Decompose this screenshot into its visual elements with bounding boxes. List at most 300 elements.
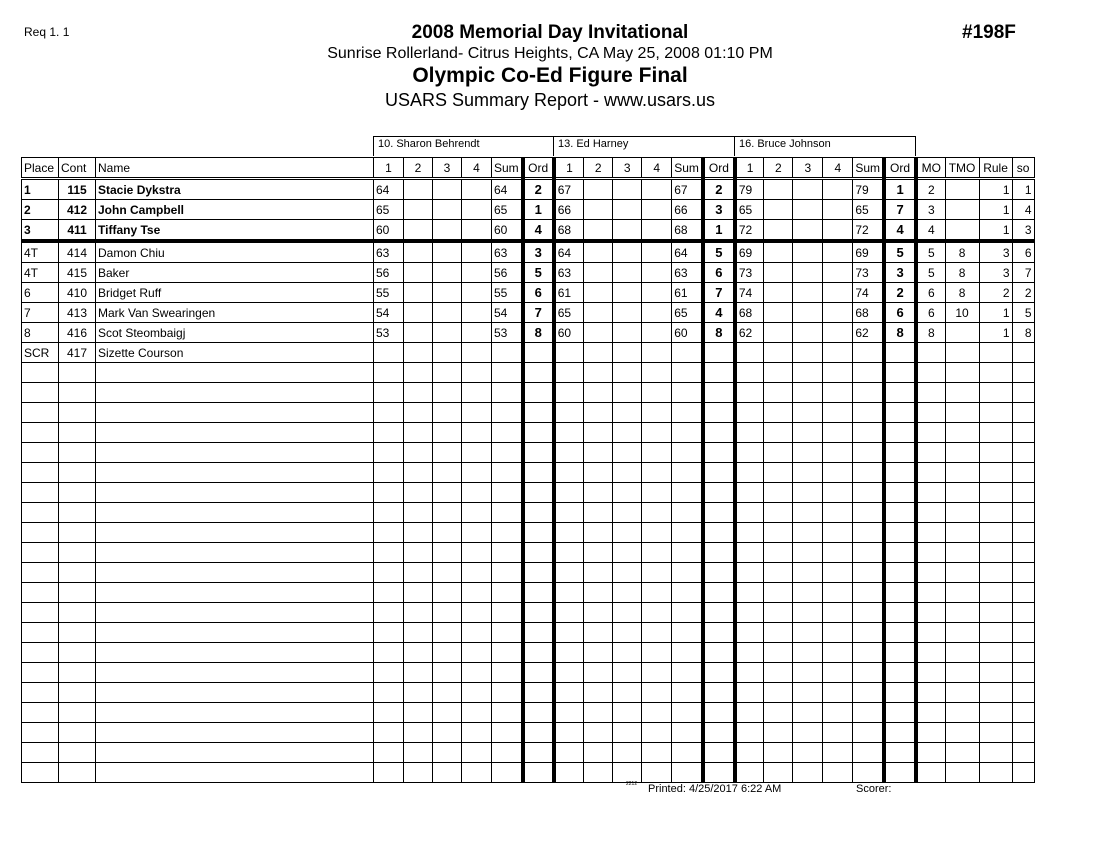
place-cell: 1 xyxy=(22,179,59,200)
judge-2-score-2 xyxy=(584,343,613,363)
empty-cell xyxy=(703,443,735,463)
so-cell: 6 xyxy=(1012,241,1034,263)
empty-cell xyxy=(96,463,374,483)
empty-cell xyxy=(492,503,523,523)
empty-cell xyxy=(703,363,735,383)
empty-cell xyxy=(793,663,823,683)
col-so: so xyxy=(1012,158,1034,179)
empty-cell xyxy=(59,683,96,703)
empty-cell xyxy=(735,683,764,703)
empty-cell xyxy=(979,583,1012,603)
empty-cell xyxy=(642,563,672,583)
empty-cell xyxy=(884,683,916,703)
empty-cell xyxy=(374,483,404,503)
judge-3-ordinal: 3 xyxy=(884,263,916,283)
empty-cell xyxy=(523,443,554,463)
judge-3-score-1: 74 xyxy=(735,283,764,303)
empty-cell xyxy=(492,603,523,623)
empty-cell xyxy=(916,603,945,623)
empty-cell xyxy=(554,763,584,783)
judge-1-score-4 xyxy=(462,283,492,303)
empty-cell xyxy=(764,743,793,763)
empty-cell xyxy=(1012,363,1034,383)
empty-cell xyxy=(916,483,945,503)
empty-cell xyxy=(433,503,462,523)
empty-cell xyxy=(1012,523,1034,543)
empty-cell xyxy=(764,583,793,603)
judge-3-score-4 xyxy=(823,343,853,363)
empty-cell xyxy=(884,703,916,723)
empty-cell xyxy=(764,663,793,683)
judge-3-score-3 xyxy=(793,263,823,283)
empty-cell xyxy=(22,563,59,583)
empty-cell xyxy=(96,503,374,523)
empty-cell xyxy=(1012,663,1034,683)
empty-cell xyxy=(823,443,853,463)
empty-cell xyxy=(672,523,703,543)
empty-cell xyxy=(1012,503,1034,523)
empty-cell xyxy=(22,723,59,743)
empty-row xyxy=(22,743,1035,763)
empty-cell xyxy=(374,683,404,703)
judge-3-score-3 xyxy=(793,200,823,220)
empty-cell xyxy=(59,763,96,783)
col-j1-4: 4 xyxy=(462,158,492,179)
empty-cell xyxy=(642,623,672,643)
judge-2-score-1: 68 xyxy=(554,220,584,242)
judge-2-score-4 xyxy=(642,179,672,200)
judge-2-ordinal: 4 xyxy=(703,303,735,323)
empty-cell xyxy=(554,483,584,503)
empty-cell xyxy=(59,563,96,583)
empty-cell xyxy=(703,763,735,783)
tmo-cell: 8 xyxy=(945,263,979,283)
judge-3-sum: 72 xyxy=(853,220,884,242)
empty-cell xyxy=(613,743,642,763)
empty-cell xyxy=(884,363,916,383)
empty-cell xyxy=(884,723,916,743)
place-cell: SCR xyxy=(22,343,59,363)
empty-cell xyxy=(853,703,884,723)
empty-cell xyxy=(59,523,96,543)
empty-cell xyxy=(823,563,853,583)
judge-1-score-2 xyxy=(404,241,433,263)
judge-1-score-2 xyxy=(404,343,433,363)
judge-1-sum: 56 xyxy=(492,263,523,283)
judge-1-score-3 xyxy=(433,323,462,343)
judge-header-3: 16. Bruce Johnson xyxy=(734,136,916,156)
judge-header-1: 10. Sharon Behrendt xyxy=(373,136,554,156)
empty-cell xyxy=(764,543,793,563)
empty-cell xyxy=(584,443,613,463)
empty-cell xyxy=(642,643,672,663)
judge-1-ordinal: 6 xyxy=(523,283,554,303)
judge-2-ordinal: 2 xyxy=(703,179,735,200)
judge-3-score-4 xyxy=(823,283,853,303)
empty-cell xyxy=(1012,603,1034,623)
empty-cell xyxy=(979,543,1012,563)
empty-cell xyxy=(793,703,823,723)
empty-cell xyxy=(823,383,853,403)
name-cell: Damon Chiu xyxy=(96,241,374,263)
empty-row xyxy=(22,763,1035,783)
empty-cell xyxy=(613,503,642,523)
empty-cell xyxy=(945,543,979,563)
empty-cell xyxy=(1012,563,1034,583)
empty-cell xyxy=(96,643,374,663)
empty-cell xyxy=(492,403,523,423)
empty-cell xyxy=(22,523,59,543)
empty-cell xyxy=(492,683,523,703)
empty-cell xyxy=(916,563,945,583)
empty-cell xyxy=(979,643,1012,663)
col-j1-ord: Ord xyxy=(523,158,554,179)
judge-2-score-1: 64 xyxy=(554,241,584,263)
empty-cell xyxy=(523,603,554,623)
place-cell: 7 xyxy=(22,303,59,323)
empty-cell xyxy=(916,643,945,663)
empty-cell xyxy=(642,363,672,383)
empty-cell xyxy=(764,463,793,483)
judge-3-score-2 xyxy=(764,220,793,242)
empty-cell xyxy=(374,703,404,723)
empty-cell xyxy=(613,363,642,383)
empty-cell xyxy=(492,723,523,743)
empty-cell xyxy=(979,683,1012,703)
empty-cell xyxy=(1012,743,1034,763)
col-j3-2: 2 xyxy=(764,158,793,179)
empty-cell xyxy=(96,703,374,723)
empty-cell xyxy=(735,643,764,663)
empty-cell xyxy=(59,583,96,603)
empty-cell xyxy=(642,383,672,403)
empty-row xyxy=(22,663,1035,683)
empty-cell xyxy=(853,763,884,783)
results-table xyxy=(21,157,1035,783)
empty-cell xyxy=(979,763,1012,783)
judge-2-score-3 xyxy=(613,263,642,283)
empty-cell xyxy=(554,603,584,623)
judge-3-score-1: 62 xyxy=(735,323,764,343)
judge-3-score-3 xyxy=(793,241,823,263)
empty-cell xyxy=(59,383,96,403)
judge-1-sum: 65 xyxy=(492,200,523,220)
empty-cell xyxy=(96,543,374,563)
empty-cell xyxy=(945,383,979,403)
empty-cell xyxy=(916,743,945,763)
empty-cell xyxy=(404,463,433,483)
judge-3-score-2 xyxy=(764,323,793,343)
judge-2-ordinal: 3 xyxy=(703,200,735,220)
empty-cell xyxy=(884,603,916,623)
empty-cell xyxy=(59,403,96,423)
empty-cell xyxy=(554,723,584,743)
empty-cell xyxy=(884,503,916,523)
empty-cell xyxy=(523,643,554,663)
empty-cell xyxy=(853,443,884,463)
empty-cell xyxy=(916,403,945,423)
judge-2-score-3 xyxy=(613,179,642,200)
empty-cell xyxy=(735,583,764,603)
empty-cell xyxy=(374,423,404,443)
empty-cell xyxy=(492,443,523,463)
empty-cell xyxy=(916,503,945,523)
empty-cell xyxy=(703,743,735,763)
empty-cell xyxy=(613,603,642,623)
empty-cell xyxy=(884,383,916,403)
empty-cell xyxy=(979,463,1012,483)
empty-cell xyxy=(462,723,492,743)
empty-cell xyxy=(492,483,523,503)
empty-cell xyxy=(884,583,916,603)
empty-cell xyxy=(823,703,853,723)
empty-cell xyxy=(59,503,96,523)
empty-cell xyxy=(1012,463,1034,483)
judge-1-score-1 xyxy=(374,343,404,363)
col-j2-1: 1 xyxy=(554,158,584,179)
empty-cell xyxy=(764,643,793,663)
empty-cell xyxy=(853,503,884,523)
empty-cell xyxy=(613,683,642,703)
judge-3-score-3 xyxy=(793,283,823,303)
empty-cell xyxy=(884,523,916,543)
col-j2-4: 4 xyxy=(642,158,672,179)
empty-cell xyxy=(979,743,1012,763)
empty-cell xyxy=(853,563,884,583)
empty-row xyxy=(22,503,1035,523)
empty-cell xyxy=(703,723,735,743)
empty-cell xyxy=(374,523,404,543)
empty-cell xyxy=(433,443,462,463)
empty-cell xyxy=(22,503,59,523)
empty-cell xyxy=(642,463,672,483)
empty-cell xyxy=(96,483,374,503)
empty-cell xyxy=(853,463,884,483)
empty-cell xyxy=(823,743,853,763)
empty-cell xyxy=(404,763,433,783)
judge-2-score-3 xyxy=(613,241,642,263)
judge-3-ordinal: 2 xyxy=(884,283,916,303)
empty-cell xyxy=(672,583,703,603)
empty-row xyxy=(22,623,1035,643)
table-row xyxy=(22,220,1035,242)
empty-cell xyxy=(703,683,735,703)
name-cell: Stacie Dykstra xyxy=(96,179,374,200)
col-mo: MO xyxy=(916,158,945,179)
empty-cell xyxy=(916,663,945,683)
judge-1-score-4 xyxy=(462,241,492,263)
empty-cell xyxy=(884,763,916,783)
empty-cell xyxy=(884,743,916,763)
empty-cell xyxy=(523,503,554,523)
empty-cell xyxy=(853,623,884,643)
empty-row xyxy=(22,403,1035,423)
judge-1-ordinal xyxy=(523,343,554,363)
judge-1-score-3 xyxy=(433,303,462,323)
empty-cell xyxy=(703,663,735,683)
empty-cell xyxy=(979,423,1012,443)
empty-cell xyxy=(1012,483,1034,503)
empty-cell xyxy=(853,643,884,663)
judge-2-ordinal: 8 xyxy=(703,323,735,343)
empty-cell xyxy=(916,703,945,723)
empty-cell xyxy=(96,663,374,683)
empty-cell xyxy=(916,383,945,403)
empty-cell xyxy=(823,363,853,383)
judge-3-score-3 xyxy=(793,220,823,242)
judge-2-score-1: 60 xyxy=(554,323,584,343)
judge-2-score-4 xyxy=(642,323,672,343)
competition-title: Olympic Co-Ed Figure Final xyxy=(412,64,688,87)
empty-cell xyxy=(979,443,1012,463)
empty-cell xyxy=(59,443,96,463)
judge-3-score-2 xyxy=(764,179,793,200)
judge-1-score-4 xyxy=(462,303,492,323)
empty-cell xyxy=(462,623,492,643)
empty-cell xyxy=(59,423,96,443)
empty-cell xyxy=(462,383,492,403)
empty-cell xyxy=(916,363,945,383)
judge-2-score-4 xyxy=(642,343,672,363)
mo-cell: 3 xyxy=(916,200,945,220)
empty-cell xyxy=(404,383,433,403)
col-j2-2: 2 xyxy=(584,158,613,179)
empty-cell xyxy=(59,703,96,723)
empty-cell xyxy=(703,643,735,663)
empty-row xyxy=(22,483,1035,503)
empty-cell xyxy=(1012,623,1034,643)
empty-cell xyxy=(404,603,433,623)
mo-cell: 6 xyxy=(916,303,945,323)
judge-3-score-4 xyxy=(823,323,853,343)
empty-cell xyxy=(642,443,672,463)
empty-row xyxy=(22,603,1035,623)
empty-cell xyxy=(979,663,1012,683)
empty-cell xyxy=(823,603,853,623)
empty-cell xyxy=(945,743,979,763)
judge-1-sum xyxy=(492,343,523,363)
judge-3-ordinal: 1 xyxy=(884,179,916,200)
empty-cell xyxy=(523,683,554,703)
empty-cell xyxy=(96,443,374,463)
judge-2-score-4 xyxy=(642,303,672,323)
empty-row xyxy=(22,583,1035,603)
empty-cell xyxy=(433,423,462,443)
judge-2-sum: 66 xyxy=(672,200,703,220)
empty-cell xyxy=(764,523,793,543)
col-j2-3: 3 xyxy=(613,158,642,179)
empty-cell xyxy=(823,583,853,603)
empty-cell xyxy=(613,463,642,483)
empty-cell xyxy=(613,543,642,563)
empty-cell xyxy=(523,403,554,423)
empty-cell xyxy=(492,583,523,603)
tmo-cell: 8 xyxy=(945,283,979,303)
empty-cell xyxy=(404,363,433,383)
empty-cell xyxy=(584,383,613,403)
empty-cell xyxy=(523,463,554,483)
judge-1-score-1: 64 xyxy=(374,179,404,200)
empty-cell xyxy=(764,563,793,583)
judge-3-ordinal: 6 xyxy=(884,303,916,323)
empty-cell xyxy=(703,603,735,623)
empty-cell xyxy=(22,763,59,783)
judge-3-ordinal: 7 xyxy=(884,200,916,220)
empty-cell xyxy=(404,643,433,663)
empty-cell xyxy=(793,683,823,703)
judge-1-score-2 xyxy=(404,179,433,200)
empty-cell xyxy=(735,363,764,383)
rule-cell: 1 xyxy=(979,323,1012,343)
empty-cell xyxy=(404,743,433,763)
empty-cell xyxy=(1012,423,1034,443)
empty-cell xyxy=(613,383,642,403)
empty-cell xyxy=(554,663,584,683)
empty-cell xyxy=(823,523,853,543)
tmo-cell xyxy=(945,323,979,343)
empty-cell xyxy=(979,363,1012,383)
so-cell: 4 xyxy=(1012,200,1034,220)
empty-cell xyxy=(59,603,96,623)
mo-cell: 5 xyxy=(916,241,945,263)
tmo-cell xyxy=(945,343,979,363)
judge-1-score-1: 65 xyxy=(374,200,404,220)
empty-cell xyxy=(823,503,853,523)
table-row xyxy=(22,283,1035,303)
judge-3-sum: 73 xyxy=(853,263,884,283)
empty-cell xyxy=(764,483,793,503)
judge-2-sum: 63 xyxy=(672,263,703,283)
empty-cell xyxy=(735,503,764,523)
empty-cell xyxy=(1012,543,1034,563)
judge-2-score-3 xyxy=(613,220,642,242)
empty-cell xyxy=(554,463,584,483)
empty-cell xyxy=(613,483,642,503)
empty-cell xyxy=(672,423,703,443)
empty-cell xyxy=(523,543,554,563)
empty-row xyxy=(22,423,1035,443)
empty-cell xyxy=(735,483,764,503)
empty-cell xyxy=(945,723,979,743)
empty-cell xyxy=(374,383,404,403)
judge-1-score-2 xyxy=(404,323,433,343)
empty-cell xyxy=(703,583,735,603)
rule-cell: 1 xyxy=(979,303,1012,323)
empty-cell xyxy=(703,503,735,523)
cont-cell: 115 xyxy=(59,179,96,200)
judge-1-score-4 xyxy=(462,220,492,242)
empty-cell xyxy=(492,703,523,723)
empty-cell xyxy=(404,443,433,463)
table-row xyxy=(22,263,1035,283)
empty-cell xyxy=(642,763,672,783)
empty-cell xyxy=(59,463,96,483)
empty-cell xyxy=(735,763,764,783)
empty-cell xyxy=(979,703,1012,723)
empty-cell xyxy=(404,523,433,543)
judge-2-score-2 xyxy=(584,283,613,303)
empty-cell xyxy=(916,723,945,743)
cont-cell: 415 xyxy=(59,263,96,283)
empty-cell xyxy=(703,463,735,483)
empty-cell xyxy=(96,723,374,743)
so-cell: 1 xyxy=(1012,179,1034,200)
judge-1-score-4 xyxy=(462,263,492,283)
empty-cell xyxy=(404,483,433,503)
judge-1-score-4 xyxy=(462,343,492,363)
col-j1-sum: Sum xyxy=(492,158,523,179)
empty-cell xyxy=(884,443,916,463)
